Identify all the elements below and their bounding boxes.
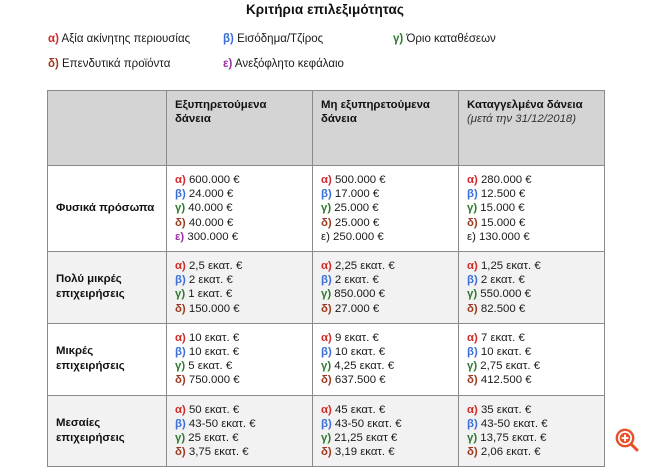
criterion-key: γ) <box>321 202 332 215</box>
criterion-value: 280.000 € <box>477 174 532 186</box>
criterion-line <box>175 403 305 417</box>
legend-label-a: Αξία ακίνητης περιουσίας <box>61 33 191 45</box>
criterion-value: 550.000 € <box>477 288 531 301</box>
criterion-value: 43-50 εκατ. € <box>477 417 548 430</box>
criterion-key: δ) <box>467 216 478 229</box>
criterion-key: γ) <box>467 288 478 301</box>
criterion-line <box>467 345 597 359</box>
criterion-line <box>321 287 451 301</box>
criterion-value: 2 εκατ. € <box>477 274 525 287</box>
criterion-value: 13,75 εκατ. € <box>477 432 547 445</box>
criteria-table-wrapper <box>47 90 604 467</box>
criterion-key: β) <box>467 417 478 430</box>
criterion-line <box>321 403 451 417</box>
criterion-line <box>175 187 305 201</box>
table-cell <box>459 166 605 252</box>
table-cell <box>459 323 605 395</box>
table-body <box>48 166 605 467</box>
criterion-key: α) <box>467 331 478 344</box>
legend-key-d: δ) <box>48 58 59 70</box>
criterion-value: 17.000 € <box>331 188 380 201</box>
criterion-value: 637.500 € <box>331 374 386 387</box>
criterion-value: 40.000 € <box>185 216 234 229</box>
criterion-value: 10 εκατ. € <box>477 346 532 359</box>
criterion-key: β) <box>175 188 186 201</box>
criterion-key: β) <box>321 417 332 430</box>
criterion-line <box>175 302 305 316</box>
criterion-value: 300.000 € <box>184 230 239 243</box>
criterion-line <box>321 230 451 244</box>
criterion-line <box>321 345 451 359</box>
criterion-value: 7 εκατ. € <box>477 331 525 344</box>
criterion-key: δ) <box>321 216 332 229</box>
criterion-value: 27.000 € <box>331 302 380 315</box>
page-title: Κριτήρια επιλεξιμότητας <box>245 2 405 17</box>
criterion-line <box>467 417 597 431</box>
criterion-value: 24.000 € <box>185 188 234 201</box>
criterion-key: β) <box>321 274 332 287</box>
criterion-value: 750.000 € <box>185 374 240 387</box>
criterion-line <box>175 216 305 230</box>
criterion-line <box>467 259 597 273</box>
criterion-line <box>321 373 451 387</box>
criterion-key: ε) <box>467 230 476 243</box>
criterion-value: 150.000 € <box>185 302 240 315</box>
criterion-key: β) <box>175 274 186 287</box>
criterion-line <box>175 417 305 431</box>
criterion-key: α) <box>321 403 332 416</box>
criterion-value: 43-50 εκατ. € <box>185 417 256 430</box>
criterion-line <box>467 302 597 316</box>
criterion-key: γ) <box>321 360 332 373</box>
criterion-value: 2,06 εκατ. € <box>477 446 541 459</box>
criterion-line <box>467 431 597 445</box>
header-non-performing-loans: Μη εξυπηρετούμενα δάνεια <box>313 91 459 166</box>
criterion-line <box>467 201 597 215</box>
table-header-row <box>48 91 605 166</box>
row-label: Φυσικά πρόσωπα <box>48 166 167 252</box>
header-performing-loans: Εξυπηρετούμενα δάνεια <box>167 91 313 166</box>
table-head <box>48 91 605 166</box>
legend-label-c: Όριο καταθέσεων <box>406 33 496 45</box>
table-cell <box>313 166 459 252</box>
criterion-line <box>175 445 305 459</box>
criterion-key: δ) <box>467 374 478 387</box>
legend-key-b: β) <box>223 33 234 45</box>
criterion-value: 850.000 € <box>331 288 385 301</box>
criterion-key: α) <box>175 331 186 344</box>
criterion-key: α) <box>321 260 332 273</box>
criterion-key: γ) <box>321 432 332 445</box>
header-denounced-loans-main: Καταγγελμένα δάνεια <box>467 99 583 111</box>
legend-row-1 <box>48 33 608 58</box>
criterion-key: β) <box>175 346 186 359</box>
criterion-line <box>175 431 305 445</box>
criterion-key: ε) <box>175 230 185 243</box>
criterion-line <box>321 201 451 215</box>
table-row <box>48 166 605 252</box>
criterion-key: β) <box>467 274 478 287</box>
criterion-value: 2 εκατ. € <box>185 274 233 287</box>
criterion-line <box>467 173 597 187</box>
criterion-value: 2 εκατ. € <box>331 274 379 287</box>
criterion-line <box>467 187 597 201</box>
criterion-line <box>321 259 451 273</box>
criterion-key: γ) <box>467 432 478 445</box>
criterion-key: δ) <box>467 302 478 315</box>
criterion-value: 25.000 € <box>331 216 380 229</box>
criterion-key: γ) <box>467 360 478 373</box>
criterion-key: α) <box>321 174 332 186</box>
criterion-key: α) <box>467 403 478 416</box>
legend-label-d: Επενδυτικά προϊόντα <box>62 58 171 70</box>
criterion-value: 12.500 € <box>477 188 526 201</box>
criterion-line <box>467 287 597 301</box>
criterion-line <box>321 431 451 445</box>
criterion-key: γ) <box>175 202 186 215</box>
criterion-value: 25 εκατ. € <box>185 432 239 445</box>
legend-row-2 <box>48 58 608 83</box>
criterion-value: 10 εκατ. € <box>185 346 240 359</box>
legend-label-b: Εισόδημα/Τζίρος <box>237 33 324 45</box>
table-row <box>48 323 605 395</box>
criterion-value: 250.000 € <box>329 230 384 243</box>
criterion-value: 40.000 € <box>185 202 233 215</box>
criterion-line <box>175 331 305 345</box>
criterion-value: 5 εκατ. € <box>185 360 233 373</box>
criterion-line <box>175 287 305 301</box>
criterion-value: 2,75 εκατ. € <box>477 360 541 373</box>
table-cell <box>167 166 313 252</box>
criterion-line <box>175 201 305 215</box>
criterion-value: 43-50 εκατ. € <box>331 417 402 430</box>
legend-key-a: α) <box>48 33 59 45</box>
criterion-line <box>321 331 451 345</box>
criterion-key: β) <box>175 417 186 430</box>
header-denounced-loans-note: (μετά την 31/12/2018) <box>467 113 577 126</box>
table-row <box>48 252 605 324</box>
criterion-line <box>175 230 305 244</box>
legend-item-d <box>48 58 223 70</box>
criterion-line <box>321 302 451 316</box>
criterion-key: δ) <box>321 374 332 387</box>
criterion-value: 500.000 € <box>331 174 386 186</box>
table-cell <box>167 323 313 395</box>
criterion-key: γ) <box>175 288 186 301</box>
criterion-key: γ) <box>175 360 186 373</box>
criterion-key: α) <box>321 331 332 344</box>
criterion-line <box>175 345 305 359</box>
criterion-key: δ) <box>467 446 478 459</box>
criterion-key: β) <box>467 188 478 201</box>
header-denounced-loans <box>459 91 605 166</box>
criterion-value: 1 εκατ. € <box>185 288 233 301</box>
criterion-value: 10 εκατ. € <box>185 331 240 344</box>
table-row <box>48 395 605 467</box>
criterion-line <box>175 359 305 373</box>
criterion-key: γ) <box>467 202 478 215</box>
criterion-line <box>321 445 451 459</box>
criterion-key: δ) <box>175 374 186 387</box>
criterion-line <box>175 373 305 387</box>
criterion-key: α) <box>467 260 478 273</box>
row-label: Μεσαίες επιχειρήσεις <box>48 395 167 467</box>
criterion-value: 130.000 € <box>475 230 530 243</box>
criterion-line <box>467 273 597 287</box>
criterion-line <box>321 273 451 287</box>
criterion-key: ε) <box>321 230 330 243</box>
table-cell <box>313 252 459 324</box>
criterion-value: 15.000 € <box>477 202 525 215</box>
criterion-line <box>467 331 597 345</box>
criterion-line <box>175 173 305 187</box>
criterion-line <box>321 417 451 431</box>
legend-item-a <box>48 33 223 45</box>
criterion-value: 2,5 εκατ. € <box>185 260 243 273</box>
criterion-value: 3,75 εκατ. € <box>185 446 249 459</box>
criterion-value: 82.500 € <box>477 302 526 315</box>
zoom-in-magnifier-icon[interactable] <box>614 427 640 453</box>
criterion-line <box>175 273 305 287</box>
criterion-key: α) <box>175 174 186 186</box>
criterion-key: β) <box>321 346 332 359</box>
criterion-key: γ) <box>321 288 332 301</box>
criterion-value: 10 εκατ. € <box>331 346 386 359</box>
criterion-line <box>467 230 597 244</box>
criterion-key: α) <box>175 260 186 273</box>
criterion-value: 600.000 € <box>185 174 240 186</box>
criterion-line <box>321 187 451 201</box>
criterion-line <box>467 373 597 387</box>
legend-item-e <box>223 58 393 70</box>
row-label: Μικρές επιχειρήσεις <box>48 323 167 395</box>
criterion-key: γ) <box>175 432 186 445</box>
criterion-line <box>467 359 597 373</box>
table-cell <box>313 323 459 395</box>
criterion-value: 21,25 εκατ € <box>331 432 398 445</box>
criterion-value: 4,25 εκατ. € <box>331 360 395 373</box>
criterion-value: 15.000 € <box>477 216 526 229</box>
criterion-key: β) <box>321 188 332 201</box>
criterion-key: α) <box>175 403 186 416</box>
criterion-line <box>467 445 597 459</box>
criterion-line <box>321 216 451 230</box>
criterion-value: 1,25 εκατ. € <box>477 260 541 273</box>
legend-item-b <box>223 33 393 45</box>
criterion-line <box>321 173 451 187</box>
criterion-key: β) <box>467 346 478 359</box>
criterion-key: δ) <box>321 446 332 459</box>
row-label: Πολύ μικρές επιχειρήσεις <box>48 252 167 324</box>
table-cell <box>313 395 459 467</box>
criterion-line <box>467 216 597 230</box>
legend-label-e: Ανεξόφλητο κεφάλαιο <box>234 58 344 70</box>
criterion-key: δ) <box>175 302 186 315</box>
legend-item-c <box>393 33 593 45</box>
criterion-value: 25.000 € <box>331 202 379 215</box>
criterion-value: 45 εκατ. € <box>331 403 386 416</box>
legend-key-e: ε) <box>223 58 233 70</box>
criterion-value: 412.500 € <box>477 374 532 387</box>
table-cell <box>459 252 605 324</box>
legend-key-c: γ) <box>393 33 404 45</box>
criterion-key: α) <box>467 174 478 186</box>
criterion-line <box>175 259 305 273</box>
criterion-key: δ) <box>175 446 186 459</box>
criterion-value: 9 εκατ. € <box>331 331 379 344</box>
criterion-value: 50 εκατ. € <box>185 403 240 416</box>
table-cell <box>167 395 313 467</box>
criterion-key: δ) <box>321 302 332 315</box>
criterion-line <box>467 403 597 417</box>
header-blank <box>48 91 167 166</box>
criterion-value: 35 εκατ. € <box>477 403 532 416</box>
criteria-table <box>47 90 605 467</box>
criterion-value: 2,25 εκατ. € <box>331 260 395 273</box>
criterion-value: 3,19 εκατ. € <box>331 446 395 459</box>
table-cell <box>167 252 313 324</box>
legend <box>48 33 608 83</box>
criterion-line <box>321 359 451 373</box>
criterion-key: δ) <box>175 216 186 229</box>
table-cell <box>459 395 605 467</box>
